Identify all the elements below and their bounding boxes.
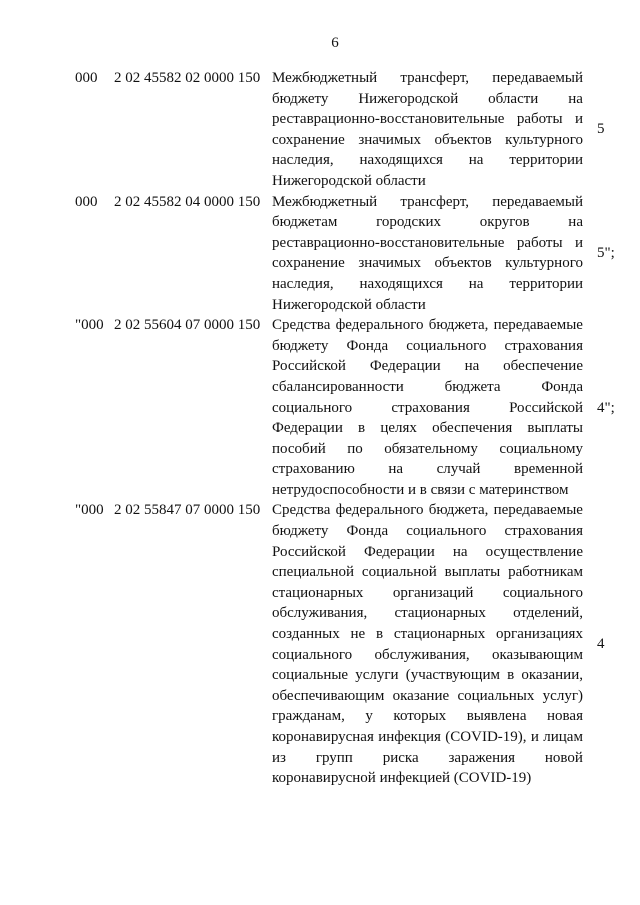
description-line: социального страхования Российской (272, 399, 583, 416)
description (272, 500, 583, 788)
description-line: страхованию на случай временной (272, 461, 583, 478)
description-line: сохранение значимых объектов культурного (272, 131, 583, 148)
description-line: коронавирусной инфекцией (COVID-19) (272, 770, 532, 787)
description-line: Межбюджетный трансферт, передаваемый (272, 193, 583, 210)
description-line: из групп риска заражения новой (272, 749, 583, 766)
value-cell (583, 500, 635, 788)
description-line: нетрудоспособности и в связи с материнством (272, 481, 569, 498)
description-line: реставрационно-восстановительные работы и (272, 111, 583, 128)
description-line: сбалансированности бюджета Фонда (272, 378, 583, 395)
value: 4 (597, 636, 605, 653)
admin-code: 000 (75, 70, 98, 86)
budget-code: 2 02 45582 04 0000 150 (114, 193, 261, 210)
description-line: социальные услуги (участвующим в оказании, (272, 667, 583, 684)
description-line: Нижегородской области (272, 296, 426, 313)
table-row (75, 315, 635, 500)
description-line: созданных не в стационарных организациях (272, 626, 583, 643)
table-row (75, 68, 635, 192)
description-line: наследия, находящихся на территории (272, 275, 583, 292)
admin-code: "000 (75, 502, 104, 519)
budget-code: 2 02 55847 07 0000 150 (114, 502, 261, 519)
table-row (75, 500, 635, 788)
page-number: 6 (331, 35, 339, 51)
description-line: бюджетам городских округов на (272, 214, 583, 231)
description-line: Межбюджетный трансферт, передаваемый (272, 70, 583, 86)
description-line: Федерации в целях обеспечения выплаты (272, 420, 583, 437)
description-line: обеспечивающим оказание социальных услуг) (272, 687, 583, 704)
value: 4"; (597, 399, 615, 416)
description-line: социального обслуживания, оказывающим (272, 646, 583, 663)
table-row (75, 192, 635, 316)
description-line: гражданам, у которых выявлена новая (272, 708, 583, 725)
description (272, 192, 583, 316)
description-line: обслуживания, стационарных отделений, (272, 605, 583, 622)
description-line: бюджету Нижегородской области на (272, 90, 583, 107)
description-line: Российской Федерации на осуществление (272, 543, 583, 560)
budget-codes-table (75, 68, 635, 789)
description-line: Нижегородской области (272, 172, 426, 189)
description (272, 68, 583, 192)
value: 5"; (597, 245, 615, 262)
description-line: наследия, находящихся на территории (272, 152, 583, 169)
value: 5 (597, 121, 605, 138)
description-line: Российской Федерации на обеспечение (272, 358, 583, 375)
budget-code: 2 02 45582 02 0000 150 (114, 70, 261, 86)
description-line: бюджету Фонда социального страхования (272, 337, 583, 354)
value-cell (583, 192, 635, 316)
description-line: Средства федерального бюджета, передаваемые (272, 317, 583, 334)
description-line: бюджету Фонда социального страхования (272, 523, 583, 540)
budget-code: 2 02 55604 07 0000 150 (114, 317, 261, 334)
description (272, 315, 583, 500)
description-line: специальной социальной выплаты работникам (272, 564, 583, 581)
value-cell (583, 68, 635, 192)
description-line: Средства федерального бюджета, передаваемые (272, 502, 583, 519)
description-line: сохранение значимых объектов культурного (272, 255, 583, 272)
description-line: пособий по обязательному социальному (272, 440, 583, 457)
admin-code: "000 (75, 317, 104, 334)
admin-code: 000 (75, 193, 98, 210)
description-line: коронавирусная инфекция (COVID-19), и лицам (272, 729, 583, 745)
description-line: реставрационно-восстановительные работы и (272, 234, 583, 251)
value-cell (583, 315, 635, 500)
description-line: стационарных организаций социального (272, 584, 583, 601)
